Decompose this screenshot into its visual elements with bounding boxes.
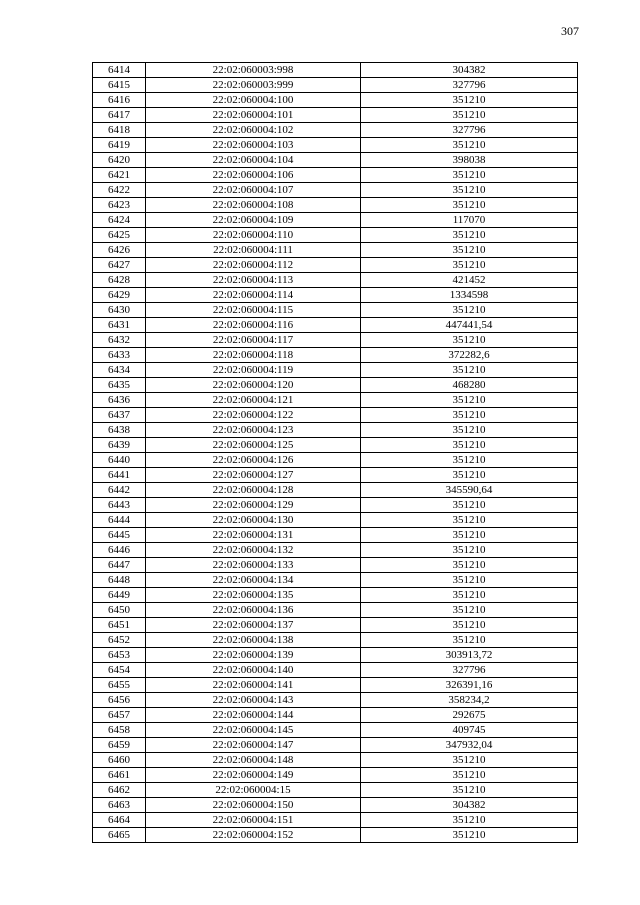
value-cell: 398038 [361, 153, 578, 168]
table-row [93, 423, 578, 438]
table-row [93, 153, 578, 168]
table-row [93, 243, 578, 258]
cadastral-number-cell: 22:02:060004:127 [146, 468, 361, 483]
table-row [93, 828, 578, 843]
table-row [93, 483, 578, 498]
cadastral-number-cell: 22:02:060004:114 [146, 288, 361, 303]
value-cell: 351210 [361, 453, 578, 468]
cadastral-number-cell: 22:02:060004:141 [146, 678, 361, 693]
row-number-cell: 6418 [93, 123, 146, 138]
cadastral-number-cell: 22:02:060004:108 [146, 198, 361, 213]
value-cell: 351210 [361, 93, 578, 108]
row-number-cell: 6414 [93, 63, 146, 78]
value-cell: 351210 [361, 258, 578, 273]
row-number-cell: 6415 [93, 78, 146, 93]
value-cell: 1334598 [361, 288, 578, 303]
cadastral-number-cell: 22:02:060004:152 [146, 828, 361, 843]
value-cell: 468280 [361, 378, 578, 393]
value-cell: 351210 [361, 588, 578, 603]
value-cell: 351210 [361, 108, 578, 123]
row-number-cell: 6441 [93, 468, 146, 483]
value-cell: 358234,2 [361, 693, 578, 708]
cadastral-number-cell: 22:02:060004:125 [146, 438, 361, 453]
value-cell: 351210 [361, 363, 578, 378]
cadastral-number-cell: 22:02:060004:123 [146, 423, 361, 438]
row-number-cell: 6426 [93, 243, 146, 258]
row-number-cell: 6463 [93, 798, 146, 813]
cadastral-number-cell: 22:02:060004:151 [146, 813, 361, 828]
row-number-cell: 6431 [93, 318, 146, 333]
value-cell: 351210 [361, 618, 578, 633]
cadastral-number-cell: 22:02:060004:136 [146, 603, 361, 618]
value-cell: 351210 [361, 303, 578, 318]
table-row [93, 108, 578, 123]
value-cell: 351210 [361, 828, 578, 843]
cadastral-number-cell: 22:02:060004:122 [146, 408, 361, 423]
row-number-cell: 6446 [93, 543, 146, 558]
row-number-cell: 6450 [93, 603, 146, 618]
row-number-cell: 6423 [93, 198, 146, 213]
table-row [93, 708, 578, 723]
cadastral-number-cell: 22:02:060004:135 [146, 588, 361, 603]
table-row [93, 663, 578, 678]
table-row [93, 498, 578, 513]
cadastral-number-cell: 22:02:060004:111 [146, 243, 361, 258]
cadastral-number-cell: 22:02:060004:132 [146, 543, 361, 558]
value-cell: 292675 [361, 708, 578, 723]
row-number-cell: 6432 [93, 333, 146, 348]
value-cell: 351210 [361, 528, 578, 543]
value-cell: 351210 [361, 423, 578, 438]
cadastral-number-cell: 22:02:060004:129 [146, 498, 361, 513]
table-row [93, 813, 578, 828]
table-row [93, 198, 578, 213]
row-number-cell: 6458 [93, 723, 146, 738]
table-row [93, 453, 578, 468]
cadastral-number-cell: 22:02:060004:103 [146, 138, 361, 153]
row-number-cell: 6416 [93, 93, 146, 108]
value-cell: 351210 [361, 768, 578, 783]
table-row [93, 183, 578, 198]
table-row [93, 303, 578, 318]
value-cell: 117070 [361, 213, 578, 228]
table-row [93, 288, 578, 303]
table-body [93, 63, 578, 843]
cadastral-number-cell: 22:02:060004:121 [146, 393, 361, 408]
table-row [93, 63, 578, 78]
row-number-cell: 6449 [93, 588, 146, 603]
cadastral-number-cell: 22:02:060004:119 [146, 363, 361, 378]
table-row [93, 633, 578, 648]
table-row [93, 213, 578, 228]
row-number-cell: 6455 [93, 678, 146, 693]
value-cell: 326391,16 [361, 678, 578, 693]
row-number-cell: 6448 [93, 573, 146, 588]
table-row [93, 678, 578, 693]
table-row [93, 168, 578, 183]
cadastral-number-cell: 22:02:060003:999 [146, 78, 361, 93]
value-cell: 327796 [361, 123, 578, 138]
row-number-cell: 6456 [93, 693, 146, 708]
value-cell: 409745 [361, 723, 578, 738]
row-number-cell: 6440 [93, 453, 146, 468]
cadastral-number-cell: 22:02:060004:137 [146, 618, 361, 633]
value-cell: 351210 [361, 633, 578, 648]
value-cell: 351210 [361, 753, 578, 768]
row-number-cell: 6461 [93, 768, 146, 783]
row-number-cell: 6464 [93, 813, 146, 828]
value-cell: 351210 [361, 513, 578, 528]
table-row [93, 438, 578, 453]
table-row [93, 393, 578, 408]
row-number-cell: 6424 [93, 213, 146, 228]
row-number-cell: 6428 [93, 273, 146, 288]
row-number-cell: 6433 [93, 348, 146, 363]
value-cell: 327796 [361, 663, 578, 678]
cadastral-number-cell: 22:02:060004:134 [146, 573, 361, 588]
table-row [93, 618, 578, 633]
value-cell: 347932,04 [361, 738, 578, 753]
table-row [93, 363, 578, 378]
value-cell: 351210 [361, 243, 578, 258]
cadastral-number-cell: 22:02:060004:138 [146, 633, 361, 648]
value-cell: 351210 [361, 603, 578, 618]
value-cell: 351210 [361, 138, 578, 153]
table-row [93, 753, 578, 768]
cadastral-number-cell: 22:02:060004:107 [146, 183, 361, 198]
row-number-cell: 6425 [93, 228, 146, 243]
row-number-cell: 6420 [93, 153, 146, 168]
row-number-cell: 6445 [93, 528, 146, 543]
row-number-cell: 6459 [93, 738, 146, 753]
table-row [93, 348, 578, 363]
row-number-cell: 6434 [93, 363, 146, 378]
table-row [93, 408, 578, 423]
table-row [93, 603, 578, 618]
row-number-cell: 6422 [93, 183, 146, 198]
value-cell: 351210 [361, 783, 578, 798]
table-row [93, 273, 578, 288]
table-row [93, 378, 578, 393]
value-cell: 421452 [361, 273, 578, 288]
row-number-cell: 6435 [93, 378, 146, 393]
value-cell: 351210 [361, 468, 578, 483]
row-number-cell: 6453 [93, 648, 146, 663]
cadastral-number-cell: 22:02:060004:100 [146, 93, 361, 108]
value-cell: 447441,54 [361, 318, 578, 333]
table-row [93, 528, 578, 543]
row-number-cell: 6439 [93, 438, 146, 453]
value-cell: 351210 [361, 228, 578, 243]
cadastral-number-cell: 22:02:060004:140 [146, 663, 361, 678]
table-row [93, 513, 578, 528]
cadastral-number-cell: 22:02:060004:143 [146, 693, 361, 708]
cadastral-number-cell: 22:02:060004:15 [146, 783, 361, 798]
value-cell: 351210 [361, 393, 578, 408]
row-number-cell: 6443 [93, 498, 146, 513]
table-row [93, 78, 578, 93]
table-row [93, 798, 578, 813]
value-cell: 351210 [361, 543, 578, 558]
value-cell: 351210 [361, 408, 578, 423]
cadastral-number-cell: 22:02:060004:145 [146, 723, 361, 738]
cadastral-number-cell: 22:02:060004:149 [146, 768, 361, 783]
cadastral-number-cell: 22:02:060003:998 [146, 63, 361, 78]
cadastral-number-cell: 22:02:060004:109 [146, 213, 361, 228]
table-row [93, 783, 578, 798]
row-number-cell: 6454 [93, 663, 146, 678]
table-row [93, 93, 578, 108]
cadastral-number-cell: 22:02:060004:133 [146, 558, 361, 573]
table-row [93, 768, 578, 783]
data-table [92, 62, 578, 843]
value-cell: 351210 [361, 558, 578, 573]
value-cell: 351210 [361, 333, 578, 348]
cadastral-number-cell: 22:02:060004:128 [146, 483, 361, 498]
cadastral-number-cell: 22:02:060004:110 [146, 228, 361, 243]
value-cell: 372282,6 [361, 348, 578, 363]
value-cell: 351210 [361, 438, 578, 453]
cadastral-number-cell: 22:02:060004:112 [146, 258, 361, 273]
cadastral-number-cell: 22:02:060004:102 [146, 123, 361, 138]
cadastral-number-cell: 22:02:060004:130 [146, 513, 361, 528]
value-cell: 303913,72 [361, 648, 578, 663]
cadastral-number-cell: 22:02:060004:113 [146, 273, 361, 288]
table-row [93, 648, 578, 663]
row-number-cell: 6444 [93, 513, 146, 528]
table-row [93, 738, 578, 753]
row-number-cell: 6429 [93, 288, 146, 303]
row-number-cell: 6419 [93, 138, 146, 153]
value-cell: 351210 [361, 168, 578, 183]
cadastral-number-cell: 22:02:060004:144 [146, 708, 361, 723]
row-number-cell: 6442 [93, 483, 146, 498]
row-number-cell: 6430 [93, 303, 146, 318]
row-number-cell: 6427 [93, 258, 146, 273]
table-row [93, 573, 578, 588]
cadastral-number-cell: 22:02:060004:148 [146, 753, 361, 768]
row-number-cell: 6417 [93, 108, 146, 123]
table-row [93, 588, 578, 603]
table-row [93, 723, 578, 738]
cadastral-number-cell: 22:02:060004:150 [146, 798, 361, 813]
cadastral-number-cell: 22:02:060004:118 [146, 348, 361, 363]
row-number-cell: 6452 [93, 633, 146, 648]
row-number-cell: 6465 [93, 828, 146, 843]
row-number-cell: 6457 [93, 708, 146, 723]
table-row [93, 558, 578, 573]
cadastral-number-cell: 22:02:060004:104 [146, 153, 361, 168]
cadastral-number-cell: 22:02:060004:116 [146, 318, 361, 333]
value-cell: 351210 [361, 498, 578, 513]
row-number-cell: 6438 [93, 423, 146, 438]
cadastral-number-cell: 22:02:060004:117 [146, 333, 361, 348]
table-row [93, 318, 578, 333]
row-number-cell: 6451 [93, 618, 146, 633]
table-row [93, 228, 578, 243]
table-row [93, 258, 578, 273]
table-row [93, 693, 578, 708]
value-cell: 327796 [361, 78, 578, 93]
value-cell: 304382 [361, 798, 578, 813]
cadastral-number-cell: 22:02:060004:126 [146, 453, 361, 468]
value-cell: 351210 [361, 198, 578, 213]
table-row [93, 468, 578, 483]
page-number: 307 [561, 24, 579, 38]
cadastral-number-cell: 22:02:060004:115 [146, 303, 361, 318]
row-number-cell: 6421 [93, 168, 146, 183]
cadastral-number-cell: 22:02:060004:120 [146, 378, 361, 393]
value-cell: 351210 [361, 183, 578, 198]
value-cell: 351210 [361, 813, 578, 828]
cadastral-number-cell: 22:02:060004:147 [146, 738, 361, 753]
value-cell: 304382 [361, 63, 578, 78]
cadastral-number-cell: 22:02:060004:139 [146, 648, 361, 663]
row-number-cell: 6437 [93, 408, 146, 423]
table-row [93, 123, 578, 138]
value-cell: 345590,64 [361, 483, 578, 498]
row-number-cell: 6460 [93, 753, 146, 768]
cadastral-number-cell: 22:02:060004:101 [146, 108, 361, 123]
row-number-cell: 6436 [93, 393, 146, 408]
table-row [93, 543, 578, 558]
table-row [93, 138, 578, 153]
row-number-cell: 6447 [93, 558, 146, 573]
cadastral-number-cell: 22:02:060004:106 [146, 168, 361, 183]
cadastral-number-cell: 22:02:060004:131 [146, 528, 361, 543]
row-number-cell: 6462 [93, 783, 146, 798]
value-cell: 351210 [361, 573, 578, 588]
table-row [93, 333, 578, 348]
